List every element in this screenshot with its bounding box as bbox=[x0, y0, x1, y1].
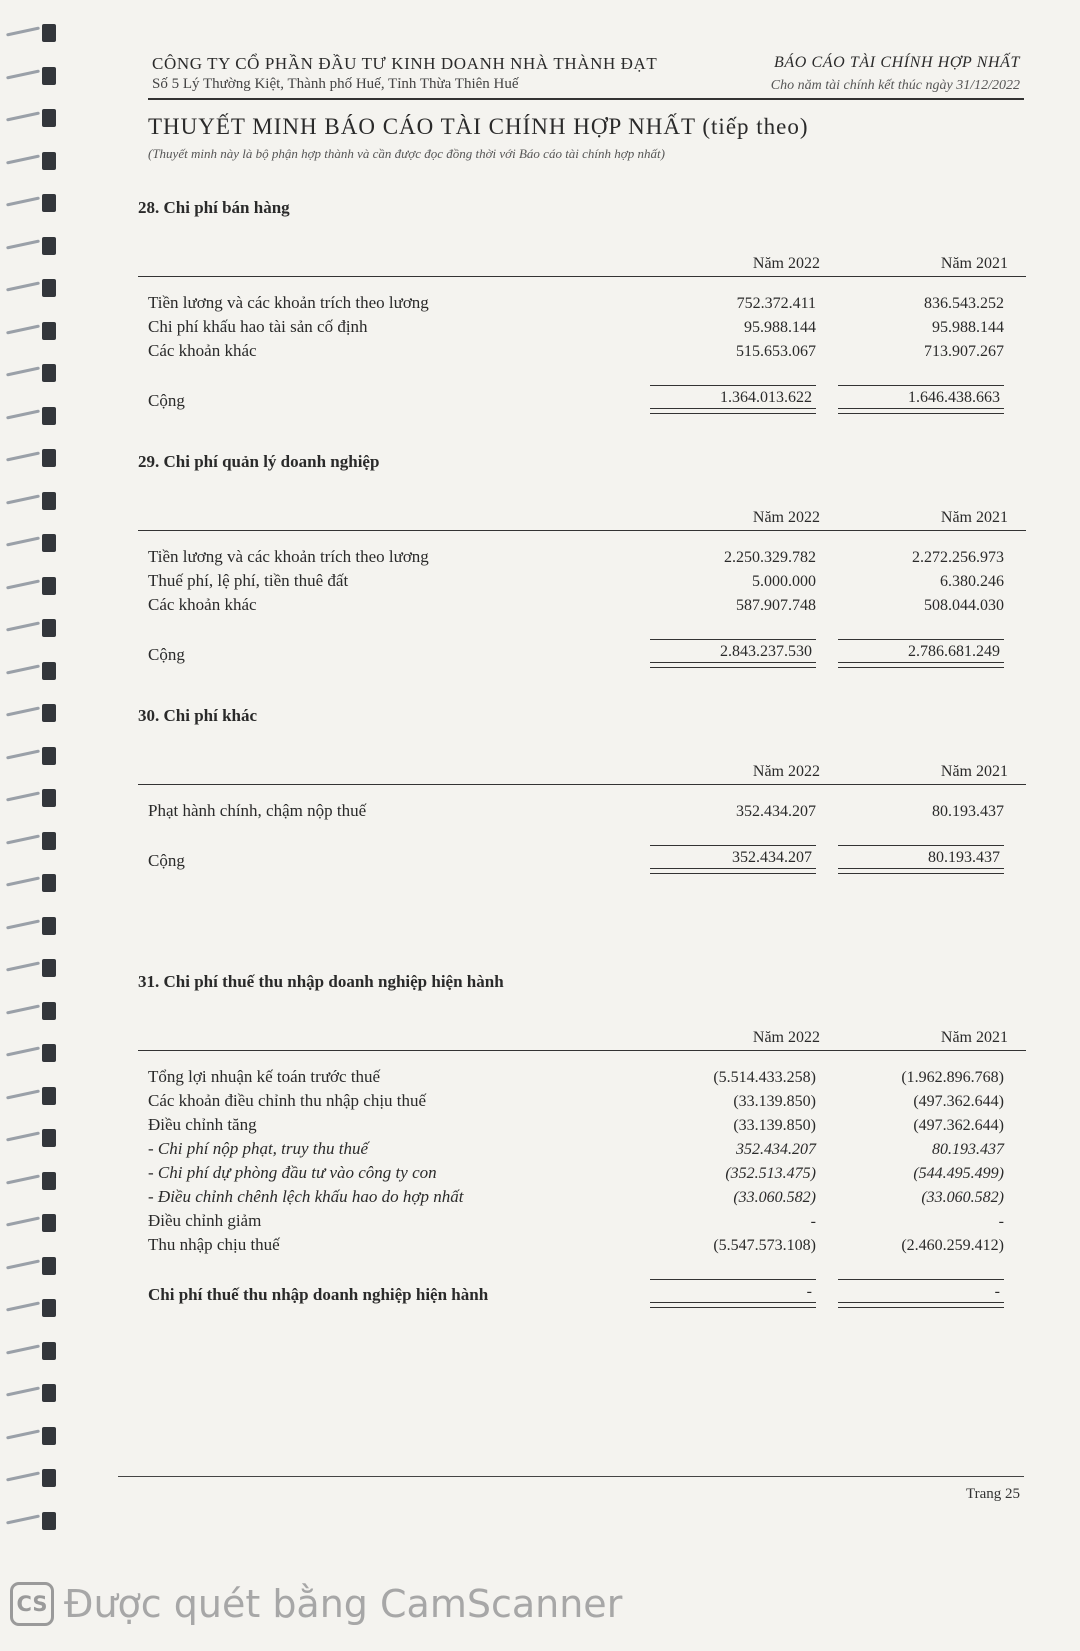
binding-ring bbox=[6, 870, 58, 898]
page-note: (Thuyết minh này là bộ phận hợp thành và cần được đọc đồng thời với Báo cáo tài chính hợp nhất) bbox=[148, 146, 665, 161]
row-label: Các khoản khác bbox=[148, 341, 257, 360]
value-2021: (1.962.896.768) bbox=[901, 1069, 1004, 1086]
company-name: CÔNG TY CỔ PHẦN ĐẦU TƯ KINH DOANH NHÀ THÀNH ĐẠT bbox=[152, 54, 658, 73]
binding-ring bbox=[6, 275, 58, 303]
total-2021: 80.193.437 bbox=[838, 845, 1004, 869]
total-label: Cộng bbox=[148, 645, 185, 664]
total-2022: 1.364.013.622 bbox=[650, 385, 816, 409]
column-2021: Năm 2021 bbox=[940, 255, 1008, 272]
binding-ring bbox=[6, 1125, 58, 1153]
total-2022: 352.434.207 bbox=[650, 845, 816, 869]
binding-ring bbox=[6, 318, 58, 346]
binding-ring bbox=[6, 1508, 58, 1536]
binding-ring bbox=[6, 1423, 58, 1451]
page-number: Trang 25 bbox=[965, 1486, 1020, 1502]
binding-ring bbox=[6, 743, 58, 771]
binding-ring bbox=[6, 530, 58, 558]
total-row bbox=[138, 639, 1026, 673]
footer-rule bbox=[118, 1476, 1024, 1477]
value-2022: (33.139.850) bbox=[733, 1117, 816, 1134]
binding-ring bbox=[6, 573, 58, 601]
row-label: - Chi phí nộp phạt, truy thu thuế bbox=[148, 1139, 369, 1158]
value-2021: 508.044.030 bbox=[924, 597, 1004, 614]
binding-ring bbox=[6, 403, 58, 431]
row-label: Điều chỉnh tăng bbox=[148, 1115, 257, 1134]
total-2022: 2.843.237.530 bbox=[650, 639, 816, 663]
section-30 bbox=[138, 706, 1026, 879]
table-row bbox=[138, 1067, 1026, 1091]
value-2021: 95.988.144 bbox=[932, 319, 1004, 336]
section-28 bbox=[138, 198, 1026, 419]
value-2022: (5.547.573.108) bbox=[713, 1237, 816, 1254]
value-2022: (33.060.582) bbox=[733, 1189, 816, 1206]
report-title: BÁO CÁO TÀI CHÍNH HỢP NHẤT bbox=[774, 54, 1020, 71]
total-row bbox=[138, 385, 1026, 419]
binding-ring bbox=[6, 658, 58, 686]
section-title: 28. Chi phí bán hàng bbox=[138, 198, 290, 217]
row-label: Điều chỉnh giảm bbox=[148, 1211, 262, 1230]
report-period: Cho năm tài chính kết thúc ngày 31/12/2022 bbox=[770, 78, 1020, 93]
column-header bbox=[138, 242, 1026, 277]
value-2021: 80.193.437 bbox=[932, 803, 1004, 820]
table-row bbox=[138, 1139, 1026, 1163]
binding-ring bbox=[6, 488, 58, 516]
value-2021: 713.907.267 bbox=[924, 343, 1004, 360]
value-2021: 80.193.437 bbox=[932, 1141, 1004, 1158]
value-2022: 587.907.748 bbox=[736, 597, 816, 614]
value-2022: 515.653.067 bbox=[736, 343, 816, 360]
row-label: Tiền lương và các khoản trích theo lương bbox=[148, 547, 429, 566]
binding-ring bbox=[6, 445, 58, 473]
value-2022: 95.988.144 bbox=[744, 319, 816, 336]
table-row bbox=[138, 547, 1026, 571]
value-2022: 352.434.207 bbox=[736, 803, 816, 820]
spiral-binding bbox=[0, 0, 70, 1570]
binding-ring bbox=[6, 913, 58, 941]
value-2022: 2.250.329.782 bbox=[724, 549, 816, 566]
section-rows bbox=[138, 547, 1026, 619]
section-title: 30. Chi phí khác bbox=[138, 706, 258, 725]
camscanner-watermark bbox=[10, 1582, 622, 1626]
row-label: Thuế phí, lệ phí, tiền thuê đất bbox=[148, 571, 349, 590]
row-label: Phạt hành chính, chậm nộp thuế bbox=[148, 801, 367, 820]
row-label: - Chi phí dự phòng đầu tư vào công ty con bbox=[148, 1163, 437, 1182]
value-2022: (33.139.850) bbox=[733, 1093, 816, 1110]
row-label: Thu nhập chịu thuế bbox=[148, 1235, 280, 1254]
value-2022: - bbox=[810, 1213, 816, 1230]
value-2022: 752.372.411 bbox=[736, 295, 816, 312]
binding-ring bbox=[6, 105, 58, 133]
column-header bbox=[138, 496, 1026, 531]
table-row bbox=[138, 595, 1026, 619]
value-2021: (2.460.259.412) bbox=[901, 1237, 1004, 1254]
total-label: Chi phí thuế thu nhập doanh nghiệp hiện hành bbox=[148, 1285, 489, 1304]
binding-ring bbox=[6, 1083, 58, 1111]
column-header bbox=[138, 1016, 1026, 1051]
table-row bbox=[138, 1235, 1026, 1259]
binding-ring bbox=[6, 233, 58, 261]
table-row bbox=[138, 1187, 1026, 1211]
camscanner-logo-icon: CS bbox=[10, 1582, 54, 1626]
table-row bbox=[138, 317, 1026, 341]
total-2021: 1.646.438.663 bbox=[838, 385, 1004, 409]
section-rows bbox=[138, 293, 1026, 365]
binding-ring bbox=[6, 615, 58, 643]
total-2021: 2.786.681.249 bbox=[838, 639, 1004, 663]
value-2021: (497.362.644) bbox=[913, 1117, 1004, 1134]
column-2021: Năm 2021 bbox=[940, 1029, 1008, 1046]
section-rows bbox=[138, 801, 1026, 825]
table-row bbox=[138, 1211, 1026, 1235]
binding-ring bbox=[6, 63, 58, 91]
section-title: 31. Chi phí thuế thu nhập doanh nghiệp hiện hành bbox=[138, 972, 504, 991]
binding-ring bbox=[6, 190, 58, 218]
value-2021: 6.380.246 bbox=[940, 573, 1004, 590]
total-row bbox=[138, 1279, 1026, 1313]
value-2022: 5.000.000 bbox=[752, 573, 816, 590]
column-2021: Năm 2021 bbox=[940, 763, 1008, 780]
binding-ring bbox=[6, 955, 58, 983]
section-title: 29. Chi phí quản lý doanh nghiệp bbox=[138, 452, 380, 471]
binding-ring bbox=[6, 1338, 58, 1366]
row-label: Các khoản điều chỉnh thu nhập chịu thuế bbox=[148, 1091, 427, 1110]
page-title-main: THUYẾT MINH BÁO CÁO TÀI CHÍNH HỢP NHẤT bbox=[148, 114, 696, 139]
value-2022: (5.514.433.258) bbox=[713, 1069, 816, 1086]
value-2021: 836.543.252 bbox=[924, 295, 1004, 312]
table-row bbox=[138, 341, 1026, 365]
section-29 bbox=[138, 452, 1026, 673]
table-row bbox=[138, 1163, 1026, 1187]
binding-ring bbox=[6, 785, 58, 813]
column-2022: Năm 2022 bbox=[752, 1029, 820, 1046]
row-label: Tiền lương và các khoản trích theo lương bbox=[148, 293, 429, 312]
binding-ring bbox=[6, 148, 58, 176]
page-title-suffix: (tiếp theo) bbox=[702, 114, 809, 139]
watermark-text: Được quét bằng CamScanner bbox=[64, 1582, 623, 1626]
binding-ring bbox=[6, 1253, 58, 1281]
value-2022: 352.434.207 bbox=[736, 1141, 816, 1158]
section-31 bbox=[138, 972, 1026, 1313]
value-2021: (33.060.582) bbox=[921, 1189, 1004, 1206]
table-row bbox=[138, 293, 1026, 317]
column-2022: Năm 2022 bbox=[752, 255, 820, 272]
table-row bbox=[138, 571, 1026, 595]
company-address: Số 5 Lý Thường Kiệt, Thành phố Huế, Tỉnh Thừa Thiên Huế bbox=[152, 76, 519, 92]
binding-ring bbox=[6, 360, 58, 388]
binding-ring bbox=[6, 1465, 58, 1493]
binding-ring bbox=[6, 828, 58, 856]
table-row bbox=[138, 1115, 1026, 1139]
total-row bbox=[138, 845, 1026, 879]
section-rows bbox=[138, 1067, 1026, 1259]
column-2022: Năm 2022 bbox=[752, 509, 820, 526]
row-label: Chi phí khấu hao tài sản cố định bbox=[148, 317, 368, 336]
binding-ring bbox=[6, 1210, 58, 1238]
total-2021: - bbox=[838, 1279, 1004, 1303]
value-2021: (497.362.644) bbox=[913, 1093, 1004, 1110]
column-header bbox=[138, 750, 1026, 785]
page-title bbox=[148, 114, 809, 140]
binding-ring bbox=[6, 1380, 58, 1408]
binding-ring bbox=[6, 700, 58, 728]
binding-ring bbox=[6, 1168, 58, 1196]
table-row bbox=[138, 801, 1026, 825]
table-row bbox=[138, 1091, 1026, 1115]
column-2022: Năm 2022 bbox=[752, 763, 820, 780]
row-label: Tổng lợi nhuận kế toán trước thuế bbox=[148, 1067, 381, 1086]
total-2022: - bbox=[650, 1279, 816, 1303]
value-2022: (352.513.475) bbox=[725, 1165, 816, 1182]
value-2021: - bbox=[998, 1213, 1004, 1230]
value-2021: (544.495.499) bbox=[913, 1165, 1004, 1182]
header-rule bbox=[148, 98, 1024, 100]
binding-ring bbox=[6, 1295, 58, 1323]
total-label: Cộng bbox=[148, 391, 185, 410]
row-label: - Điều chỉnh chênh lệch khấu hao do hợp nhất bbox=[148, 1187, 464, 1206]
binding-ring bbox=[6, 1040, 58, 1068]
value-2021: 2.272.256.973 bbox=[912, 549, 1004, 566]
column-2021: Năm 2021 bbox=[940, 509, 1008, 526]
binding-ring bbox=[6, 20, 58, 48]
total-label: Cộng bbox=[148, 851, 185, 870]
row-label: Các khoản khác bbox=[148, 595, 257, 614]
binding-ring bbox=[6, 998, 58, 1026]
